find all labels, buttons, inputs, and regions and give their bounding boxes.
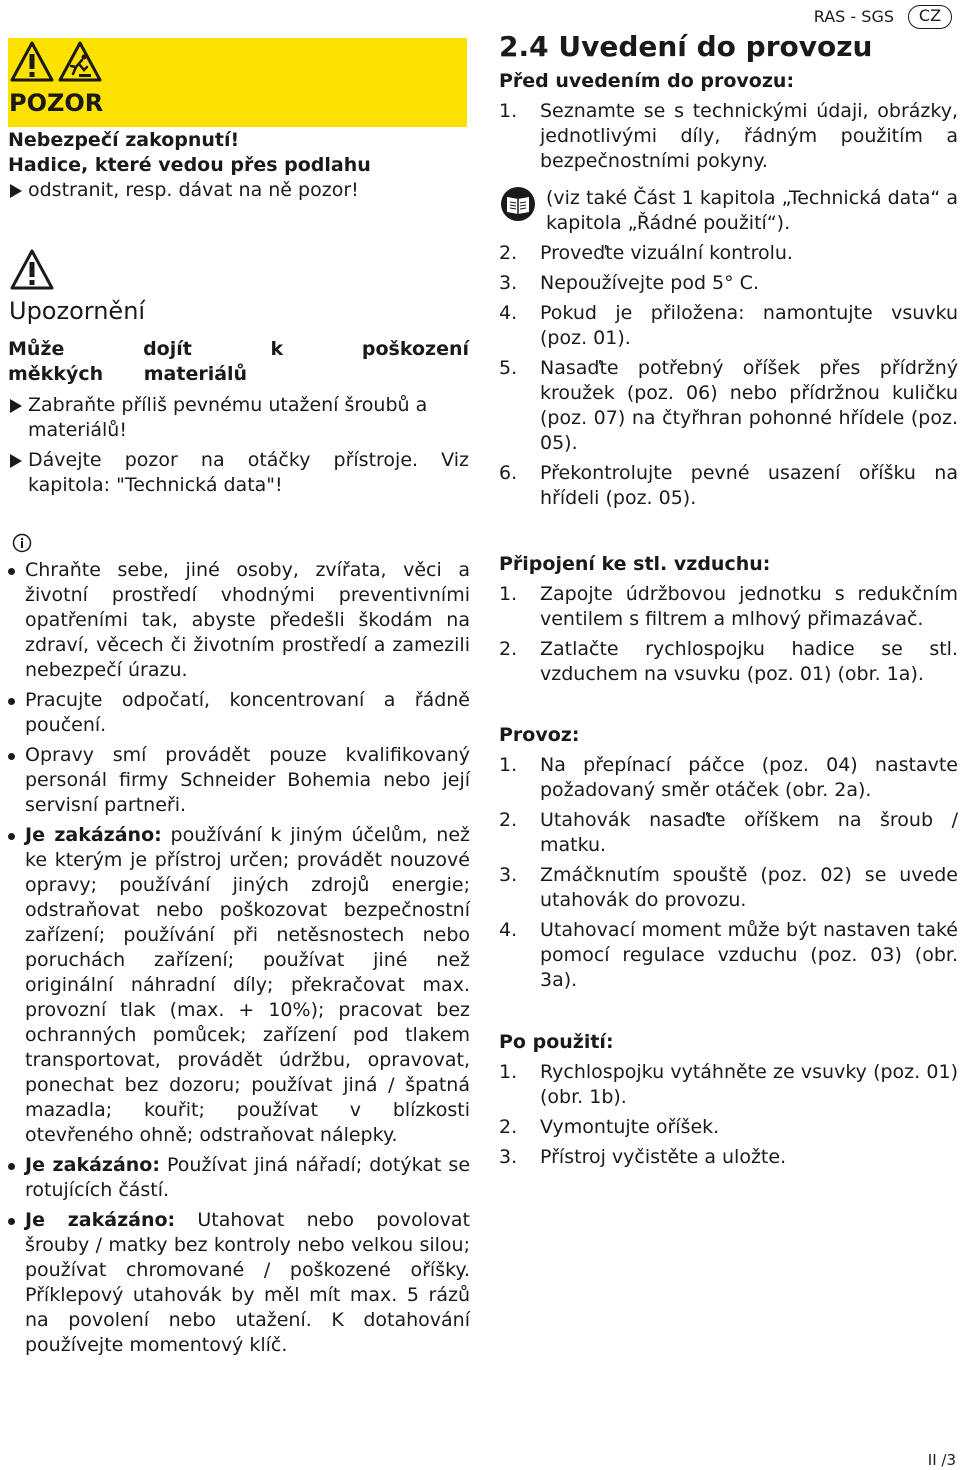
pozor-line-2: Hadice, které vedou přes podlahu	[8, 154, 371, 176]
pozor-title: POZOR	[9, 89, 104, 117]
safety-bullet	[8, 1208, 470, 1358]
upozorneni-text	[8, 337, 469, 498]
forbidden-label: Je zakázáno:	[25, 1209, 176, 1231]
pozor-action: odstranit, resp. dávat na ně pozor!	[8, 178, 468, 203]
list-item: 3. Zmáčknutím spouště (poz. 02) se uvede utahovák do provozu.	[499, 864, 958, 911]
safety-bullet: Pracujte odpočatí, koncentrovaní a řádně poučení.	[8, 688, 470, 738]
section-title: 2.4 Uvedení do provozu	[499, 30, 873, 63]
list-item: 1. Rychlospojku vytáhněte ze vsuvky (poz. 01) (obr. 1b).	[499, 1061, 958, 1108]
safety-bullet	[8, 1153, 470, 1203]
warning-triangle-icon	[10, 248, 54, 292]
warning-triangle-icon	[10, 40, 54, 84]
pozor-banner	[8, 38, 467, 127]
list-item: 5. Nasaďte potřebný oříšek přes přídržný kroužek (poz. 06) nebo přídržnou kuličku (poz. 07) na čtyřhran pohonné hřídele (poz. 05).	[499, 357, 958, 454]
list-item: 1. Zapojte údržbovou jednotku s redukčním ventilem s filtrem a mlhový přimazávač.	[499, 583, 958, 630]
forbidden-text: Používat jiná nářadí; dotýkat se rotujících částí.	[25, 1154, 471, 1201]
pozor-text	[8, 128, 468, 203]
upozorneni-lead: Může dojít k poškození měkkých materiálů	[8, 338, 469, 385]
air-heading: Připojení ke stl. vzduchu:	[499, 553, 771, 575]
language-badge: CZ	[908, 5, 952, 29]
forbidden-label: Je zakázáno:	[25, 1154, 160, 1176]
page-header	[814, 4, 952, 29]
list-item: 4. Pokud je přiložena: namontujte vsuvku (poz. 01).	[499, 302, 958, 349]
list-item: 2. Vymontujte oříšek.	[499, 1116, 720, 1138]
list-item: 2. Proveďte vizuální kontrolu.	[499, 242, 793, 264]
air-connection	[499, 552, 958, 687]
safety-bullet: Chraňte sebe, jiné osoby, zvířata, věci a životní prostředí vhodnými preventivními opatřeními tak, abyste předešli škodám na zdraví, věcech či životním prostředí a zamezili nebezpečí úrazu.	[8, 558, 470, 683]
info-icon	[12, 533, 32, 553]
list-item: 1. Seznamte se s technickými údaji, obrázky, jednotlivými díly, řádným použitím a bezpečnostními pokyny.	[499, 100, 958, 172]
before-startup	[499, 69, 958, 511]
after-heading: Po použití:	[499, 1031, 614, 1053]
forbidden-text: Utahovat nebo povolovat šrouby / matky bez kontroly nebo velkou silou; používat chromované / poškozené oříšky. Příklepový utahovák by měl mít max. 5 rázů na povolení nebo utažení. K dotahování používejte momentový klíč.	[25, 1209, 470, 1356]
operation-heading: Provoz:	[499, 724, 580, 746]
upozorneni-action-2: Dávejte pozor na otáčky přístroje. Viz kapitola: "Technická data"!	[8, 448, 469, 498]
list-item: 2. Utahovák nasaďte oříškem na šroub / matku.	[499, 809, 958, 856]
forbidden-label: Je zakázáno:	[25, 824, 162, 846]
pozor-line-1: Nebezpečí zakopnutí!	[8, 129, 240, 151]
list-item: 1. Na přepínací páčce (poz. 04) nastavte požadovaný směr otáček (obr. 2a).	[499, 754, 958, 801]
list-item: 4. Utahovací moment může být nastaven také pomocí regulace vzduchu (poz. 03) (obr. 3a).	[499, 919, 958, 991]
upozorneni-action-1: Zabraňte příliš pevnému utažení šroubů a materiálů!	[8, 393, 469, 443]
safety-bullets	[8, 558, 470, 1363]
read-manual-icon	[499, 186, 537, 222]
before-heading: Před uvedením do provozu:	[499, 70, 795, 92]
upozorneni-title: Upozornění	[9, 297, 146, 325]
tripping-hazard-icon	[58, 40, 102, 84]
after-use	[499, 1030, 958, 1170]
doc-code: RAS - SGS	[813, 7, 894, 26]
operation	[499, 723, 958, 993]
list-item: 3. Nepoužívejte pod 5° C.	[499, 272, 759, 294]
manual-note: (viz také Část 1 kapitola „Technická data“ a kapitola „Řádné použití“).	[499, 186, 958, 236]
safety-bullet	[8, 823, 470, 1148]
forbidden-text: používání k jiným účelům, než ke kterým je přístroj určen; provádět nouzové opravy; používání jiných zdrojů energie; odstraňovat nebo poškozovat bezpečnostní zařízení; používání při netěsnostech nebo poruchách zařízení; používat jiné než originální náhradní díly; překračovat max. provozní tlak (max. + 10%); pracovat bez ochranných pomůcek; zařízení pod tlakem transportovat, provádět údržbu, opravovat, ponechat bez dozoru; používat jiná / špatná mazadla; kouřit; používat v blízkosti otevřeného ohně; odstraňovat nálepky.	[25, 824, 471, 1146]
page-number: II /3	[927, 1451, 956, 1469]
list-item: 3. Přístroj vyčistěte a uložte.	[499, 1146, 787, 1168]
safety-bullet: Opravy smí provádět pouze kvalifikovaný personál firmy Schneider Bohemia nebo její servisní partneři.	[8, 743, 470, 818]
list-item: 6. Překontrolujte pevné usazení oříšku na hřídeli (poz. 05).	[499, 462, 958, 509]
list-item: 2. Zatlačte rychlospojku hadice se stl. vzduchem na vsuvku (poz. 01) (obr. 1a).	[499, 638, 958, 685]
